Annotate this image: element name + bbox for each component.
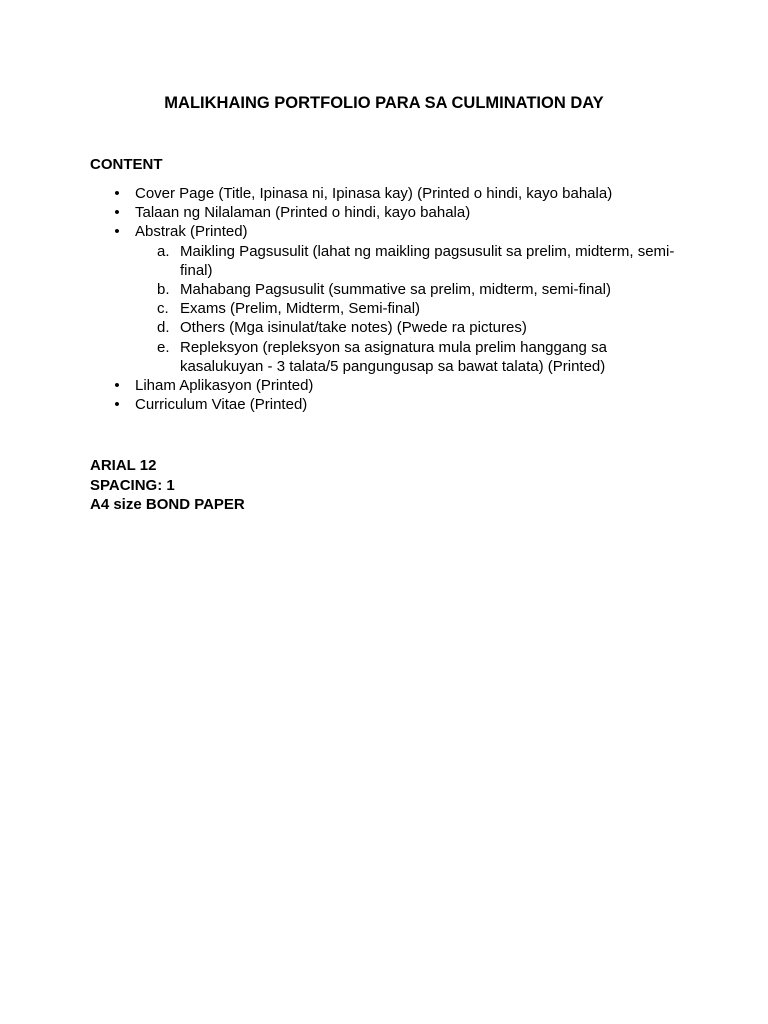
list-item-text: Cover Page (Title, Ipinasa ni, Ipinasa kay) (Printed o hindi, kayo bahala) xyxy=(135,185,613,202)
bullet-icon: • xyxy=(114,185,120,202)
list-item-text: Liham Aplikasyon (Printed) xyxy=(135,377,314,395)
list-item xyxy=(90,222,690,376)
sublist-item-text: Mahabang Pagsusulit (summative sa prelim, midterm, semi-final) xyxy=(180,281,611,299)
bullet-icon: • xyxy=(114,377,120,395)
sublist-marker: b. xyxy=(157,281,170,299)
bullet-icon: • xyxy=(114,204,120,222)
sublist-item xyxy=(135,242,690,280)
sublist-item xyxy=(135,280,690,299)
font-requirement: ARIAL 12 xyxy=(90,457,157,474)
sublist-item xyxy=(135,338,690,376)
sublist-marker: e. xyxy=(157,338,170,356)
sublist-marker: d. xyxy=(157,319,170,337)
content-heading: CONTENT xyxy=(90,156,163,173)
sublist-marker: a. xyxy=(157,242,170,260)
format-requirements xyxy=(90,456,245,515)
bullet-icon: • xyxy=(114,396,120,414)
spacing-requirement: SPACING: 1 xyxy=(90,476,175,494)
content-list xyxy=(90,184,690,414)
sublist-item-text: Exams (Prelim, Midterm, Semi-final) xyxy=(180,300,421,318)
list-item xyxy=(90,376,690,395)
sublist-item xyxy=(135,318,690,337)
bullet-icon: • xyxy=(114,223,120,241)
sublist-item xyxy=(135,299,690,318)
document-title: MALIKHAING PORTFOLIO PARA SA CULMINATION DAY xyxy=(164,94,604,112)
list-item-text: Abstrak (Printed) xyxy=(135,223,248,241)
list-item-text: Curriculum Vitae (Printed) xyxy=(135,396,308,414)
sublist-item-text: Repleksyon (repleksyon sa asignatura mula prelim hanggang sa kasalukuyan - 3 talata/5 pangungusap sa bawat talata) (Printed) xyxy=(180,338,607,375)
list-item xyxy=(90,395,690,414)
abstrak-sublist xyxy=(135,242,690,376)
paper-requirement: A4 size BOND PAPER xyxy=(90,496,245,513)
list-item xyxy=(90,203,690,222)
sublist-marker: c. xyxy=(157,300,169,318)
list-item xyxy=(90,184,690,203)
list-item-text: Talaan ng Nilalaman (Printed o hindi, kayo bahala) xyxy=(135,204,471,222)
sublist-item-text: Maikling Pagsusulit (lahat ng maikling pagsusulit sa prelim, midterm, semi-final) xyxy=(180,242,675,279)
sublist-item-text: Others (Mga isinulat/take notes) (Pwede ra pictures) xyxy=(180,319,527,337)
